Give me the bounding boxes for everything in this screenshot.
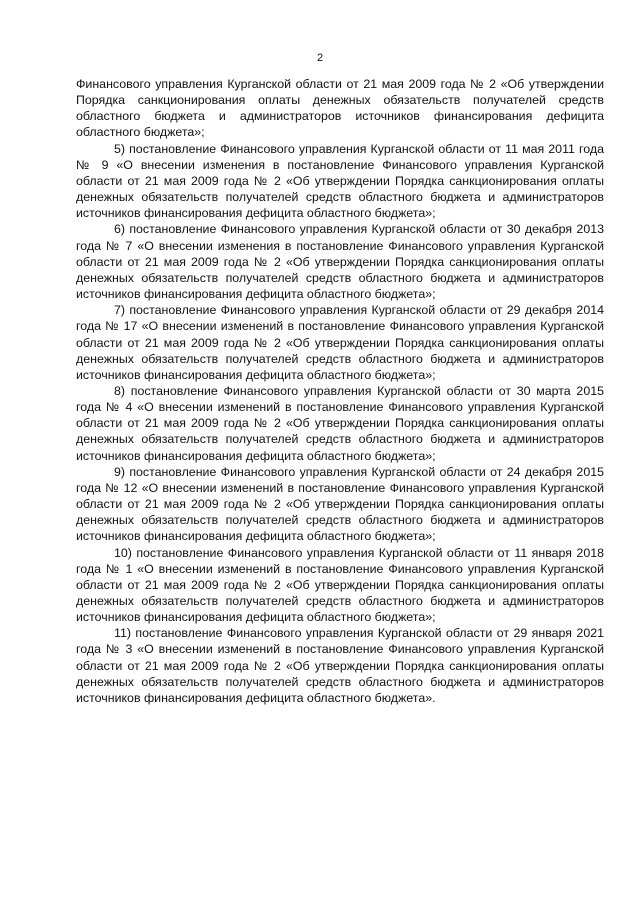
list-item-6: 6) постановление Финансового управления Курганской области от 30 декабря 2013 года № 7 «О внесении изменения в постановление Финансового управления Курганской области от 21 мая 2009 года № 2 «Об утверждении Порядка санкционирования оплаты денежных обязательств получателей средств областного бюджета и администраторов источников финансирования дефицита областного бюджета»; — [76, 222, 604, 302]
list-item-11: 11) постановление Финансового управления Курганской области от 29 января 2021 года № 3 «О внесении изменений в постановление Финансового управления Курганской области от 21 мая 2009 года № 2 «Об утверждении Порядка санкционирования оплаты денежных обязательств получателей средств областного бюджета и администраторов источников финансирования дефицита областного бюджета». — [76, 626, 604, 705]
list-item-9: 9) постановление Финансового управления Курганской области от 24 декабря 2015 года № 12 «О внесении изменений в постановление Финансового управления Курганской области от 21 мая 2009 года № 2 «Об утверждении Порядка санкционирования оплаты денежных обязательств получателей средств областного бюджета и администраторов источников финансирования дефицита областного бюджета»; — [76, 464, 604, 544]
list-item-10: 10) постановление Финансового управления Курганской области от 11 января 2018 года № 1 «О внесении изменений в постановление Финансового управления Курганской области от 21 мая 2009 года № 2 «Об утверждении Порядка санкционирования оплаты денежных обязательств получателей средств областного бюджета и администраторов источников финансирования дефицита областного бюджета»; — [76, 545, 604, 625]
paragraph-continuation: Финансового управления Курганской области от 21 мая 2009 года № 2 «Об утверждении Порядка санкционирования оплаты денежных обязательств получателей средств областного бюджета и администраторов источников финансирования дефицита областного бюджета»; — [76, 77, 604, 140]
page-number: 2 — [316, 52, 324, 64]
list-item-7: 7) постановление Финансового управления Курганской области от 29 декабря 2014 года № 17 «О внесении изменений в постановление Финансового управления Курганской области от 21 мая 2009 года № 2 «Об утверждении Порядка санкционирования оплаты денежных обязательств получателей средств областного бюджета и администраторов источников финансирования дефицита областного бюджета»; — [76, 303, 604, 382]
list-item-8: 8) постановление Финансового управления Курганской области от 30 марта 2015 года № 4 «О внесении изменений в постановление Финансового управления Курганской области от 21 мая 2009 года № 2 «Об утверждении Порядка санкционирования оплаты денежных обязательств получателей средств областного бюджета и администраторов источников финансирования дефицита областного бюджета»; — [76, 383, 604, 463]
document-body — [76, 76, 604, 706]
list-item-5: 5) постановление Финансового управления Курганской области от 11 мая 2011 года № 9 «О внесении изменения в постановление Финансового управления Курганской области от 21 мая 2009 года № 2 «Об утверждении Порядка санкционирования оплаты денежных обязательств получателей средств областного бюджета и администраторов источников финансирования дефицита областного бюджета»; — [76, 141, 604, 221]
